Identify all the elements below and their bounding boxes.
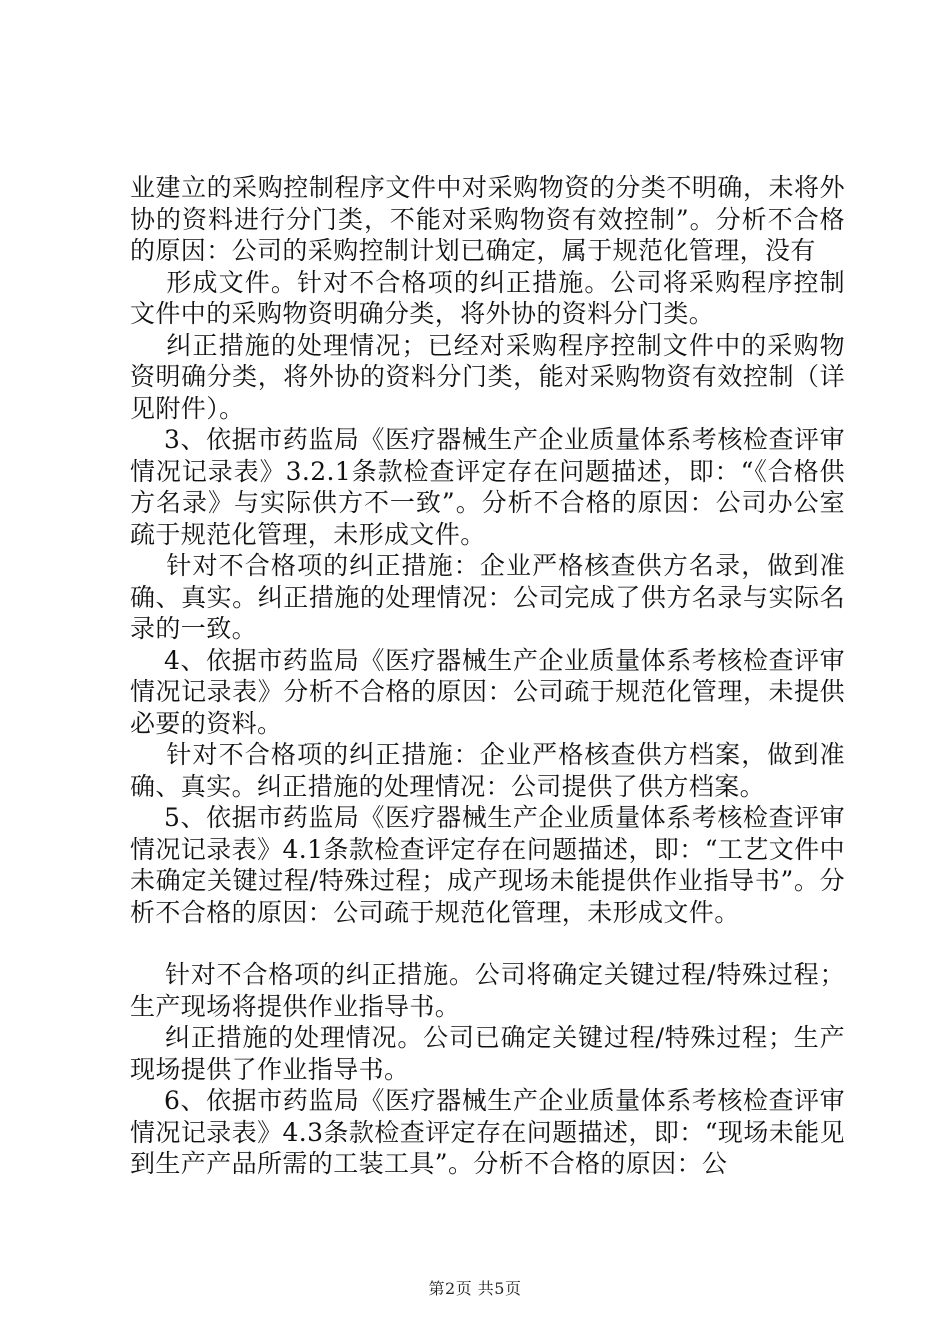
paragraph-item-5-handling: 纠正措施的处理情况。公司已确定关键过程/特殊过程；生产现场提供了作业指导书。 bbox=[130, 1023, 845, 1084]
document-body bbox=[130, 172, 845, 1180]
paragraph-item-6-tooling: 6、依据市药监局《医疗器械生产企业质量体系考核检查评审情况记录表》4.3条款检查评定存在问题描述，即：“现场未能见到生产产品所需的工装工具”。分析不合格的原因：公 bbox=[130, 1086, 845, 1178]
paragraph-item-4-supplier-records: 4、依据市药监局《医疗器械生产企业质量体系考核检查评审情况记录表》分析不合格的原因：公司疏于规范化管理，未提供必要的资料。 bbox=[130, 645, 845, 738]
page-number-footer: 第2页 共5页 bbox=[428, 1279, 522, 1298]
paragraph-spacer bbox=[130, 928, 845, 959]
paragraph-item-3-corrective-action: 针对不合格项的纠正措施：企业严格核查供方名录，做到准确、真实。纠正措施的处理情况：公司完成了供方名录与实际名录的一致。 bbox=[130, 551, 845, 643]
paragraph-item-5-key-process: 5、依据市药监局《医疗器械生产企业质量体系考核检查评审情况记录表》4.1条款检查评定存在问题描述，即：“工艺文件中未确定关键过程/特殊过程；成产现场未能提供作业指导书”。分析不合格的原因：公司疏于规范化管理，未形成文件。 bbox=[130, 803, 845, 927]
paragraph-item-3-supplier-list: 3、依据市药监局《医疗器械生产企业质量体系考核检查评审情况记录表》3.2.1条款检查评定存在问题描述，即：“《合格供方名录》与实际供方不一致”。分析不合格的原因：公司办公室疏于规范化管理，未形成文件。 bbox=[130, 425, 845, 549]
paragraph-procurement-handling: 纠正措施的处理情况；已经对采购程序控制文件中的采购物资明确分类，将外协的资料分门类，能对采购物资有效控制（详见附件）。 bbox=[130, 330, 845, 423]
paragraph-item-4-corrective-action: 针对不合格项的纠正措施：企业严格核查供方档案，做到准确、真实。纠正措施的处理情况：公司提供了供方档案。 bbox=[130, 740, 845, 801]
paragraph-procurement-corrective-action: 形成文件。针对不合格项的纠正措施。公司将采购程序控制文件中的采购物资明确分类，将外协的资料分门类。 bbox=[130, 267, 845, 328]
paragraph-item-5-corrective-action: 针对不合格项的纠正措施。公司将确定关键过程/特殊过程；生产现场将提供作业指导书。 bbox=[130, 960, 845, 1021]
paragraph-procurement-issue: 业建立的采购控制程序文件中对采购物资的分类不明确，未将外协的资料进行分门类，不能对采购物资有效控制”。分析不合格的原因：公司的采购控制计划已确定，属于规范化管理，没有 bbox=[130, 173, 845, 265]
